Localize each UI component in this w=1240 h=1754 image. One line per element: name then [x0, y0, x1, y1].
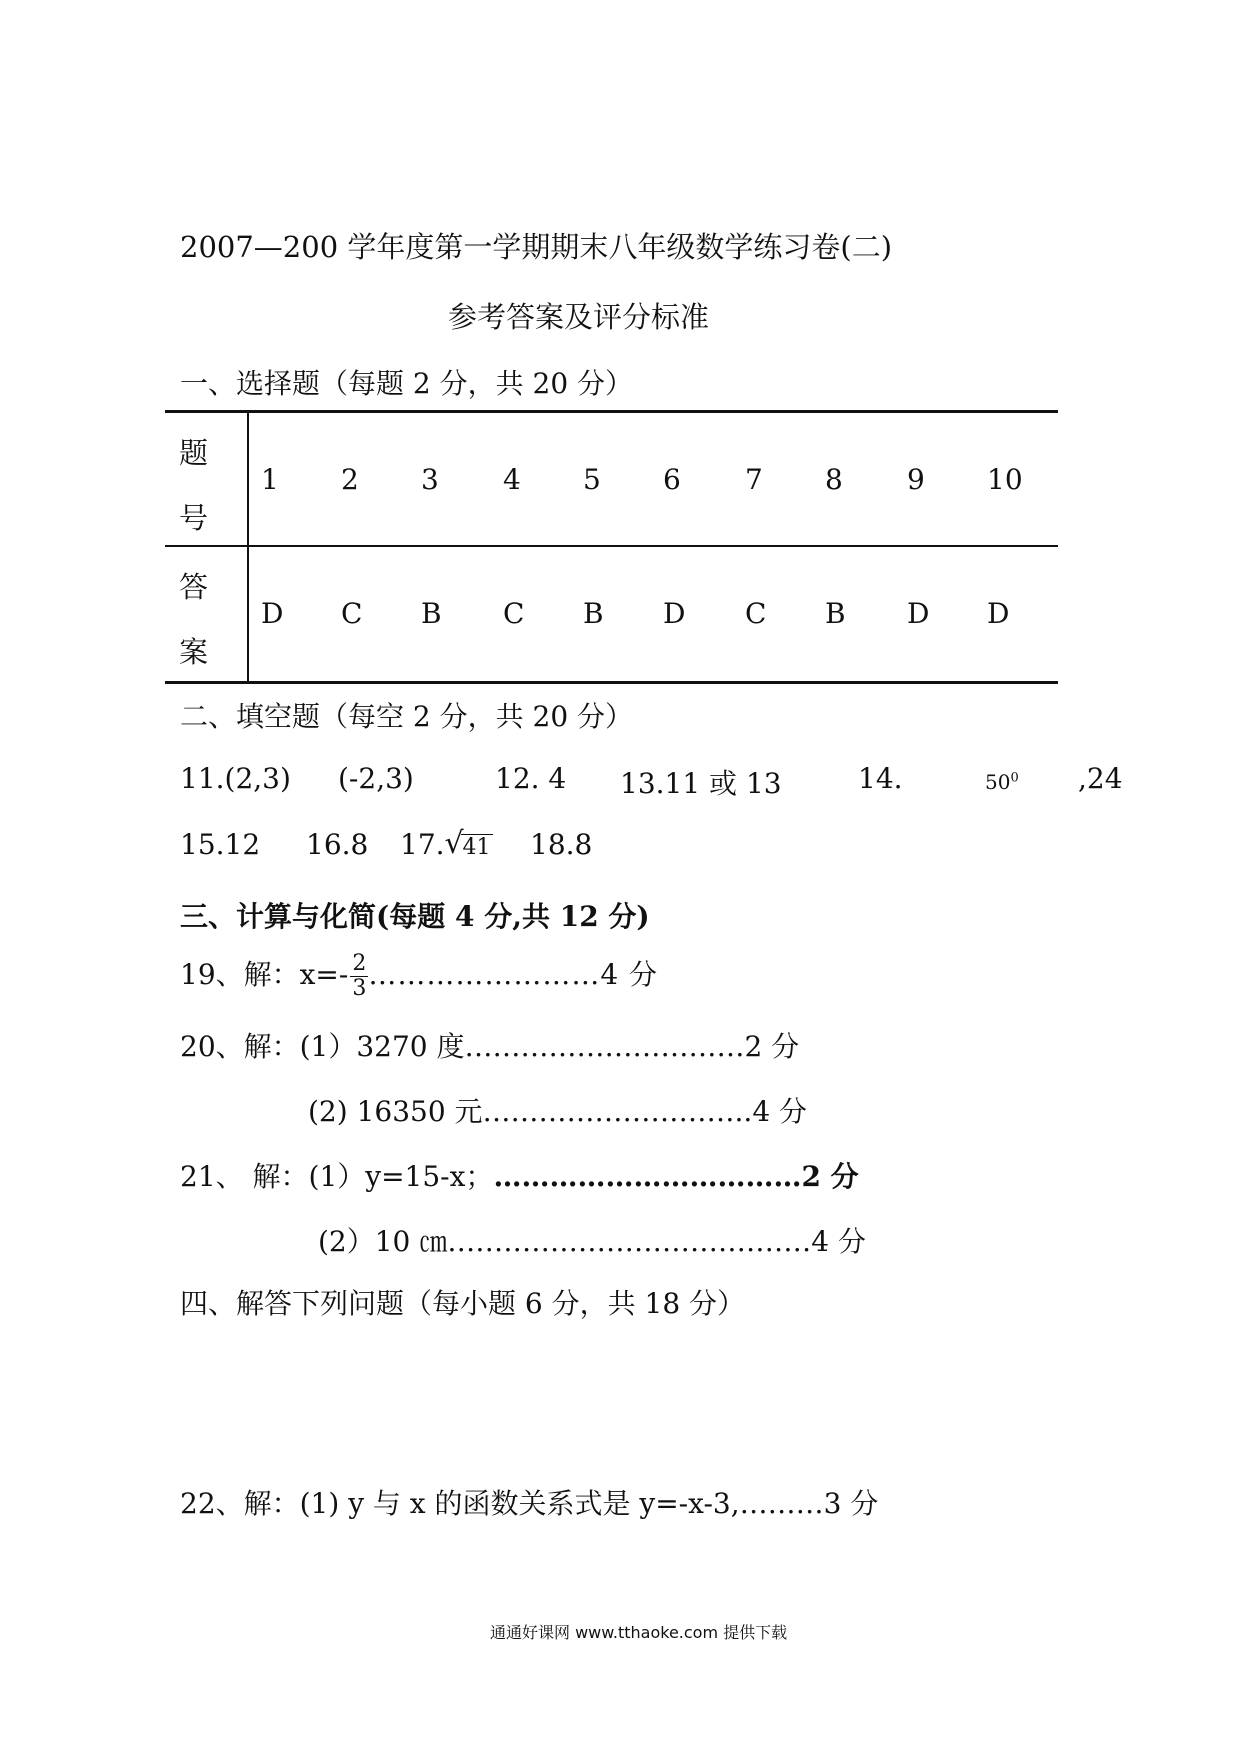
answer-letter: B — [421, 597, 442, 630]
answer-20-2: (2) 16350 元………………………..4 分 — [308, 1095, 808, 1128]
section3-heading: 三、计算与化简(每题 4 分,共 12 分) — [180, 900, 650, 933]
footer-text: 通通好课网 www.tthaoke.com 提供下载 — [490, 1623, 788, 1642]
question-number: 9 — [907, 463, 925, 496]
answer-letter: C — [503, 597, 525, 630]
answer-table — [165, 410, 1058, 684]
answer-11a: 11.(2,3) — [180, 762, 291, 795]
section2-heading: 二、填空题（每空 2 分，共 20 分） — [180, 700, 634, 733]
answer-22-1: 22、解：(1) y 与 x 的函数关系式是 y=-x-3,………3 分 — [180, 1487, 879, 1520]
answer-letter: C — [745, 597, 767, 630]
answer-letter: B — [583, 597, 604, 630]
answer-19: 19、解：x=- $\frac{2}{3}$ ……………………4 分 — [180, 951, 659, 1001]
question-number: 8 — [825, 463, 843, 496]
answer-17: 17. √ 41 — [400, 826, 491, 861]
answer-15: 15.12 — [180, 828, 261, 861]
answer-letter: D — [261, 597, 284, 630]
section4-heading: 四、解答下列问题（每小题 6 分，共 18 分） — [180, 1287, 746, 1320]
question-number: 4 — [503, 463, 521, 496]
fraction: $\frac{2}{3}$ — [352, 951, 367, 1001]
table-row-answers — [165, 547, 1058, 679]
answer-12: 12. 4 — [495, 762, 567, 795]
answer-letter: D — [907, 597, 930, 630]
sqrt-symbol: √ 41 — [444, 826, 491, 861]
question-number: 10 — [987, 463, 1023, 496]
answer-letter: B — [825, 597, 846, 630]
answer-letter: D — [987, 597, 1010, 630]
answer-letter: C — [341, 597, 363, 630]
answer-14-label: 14. — [858, 762, 903, 795]
question-number: 1 — [261, 463, 279, 496]
question-number: 7 — [745, 463, 763, 496]
answer-letter: D — [663, 597, 686, 630]
answer-11b: (-2,3) — [338, 762, 414, 795]
row-header-answers: 答 案 — [179, 570, 209, 669]
page-subtitle: 参考答案及评分标准 — [448, 300, 710, 334]
answer-21-1: 21、 解：(1）y=15-x；……………………………2 分 — [180, 1160, 859, 1193]
answer-14-tail: ,24 — [1078, 762, 1123, 795]
table-row-numbers — [165, 413, 1058, 547]
page-title: 2007—200 学年度第一学期期末八年级数学练习卷(二) — [180, 230, 893, 264]
question-number: 6 — [663, 463, 681, 496]
section1-heading: 一、选择题（每题 2 分，共 20 分） — [180, 367, 634, 400]
answer-13: 13.11 或 13 — [620, 767, 782, 800]
answer-18: 18.8 — [530, 828, 593, 861]
question-number: 5 — [583, 463, 601, 496]
answer-20-1: 20、解：(1）3270 度…………………………2 分 — [180, 1030, 800, 1063]
answer-21-2: (2）10 ㎝…………………………………4 分 — [318, 1225, 866, 1258]
question-number: 2 — [341, 463, 359, 496]
answer-14-value: $50^0$ — [985, 770, 1019, 794]
row-header-numbers: 题 号 — [179, 436, 209, 535]
answer-16: 16.8 — [306, 828, 369, 861]
question-number: 3 — [421, 463, 439, 496]
